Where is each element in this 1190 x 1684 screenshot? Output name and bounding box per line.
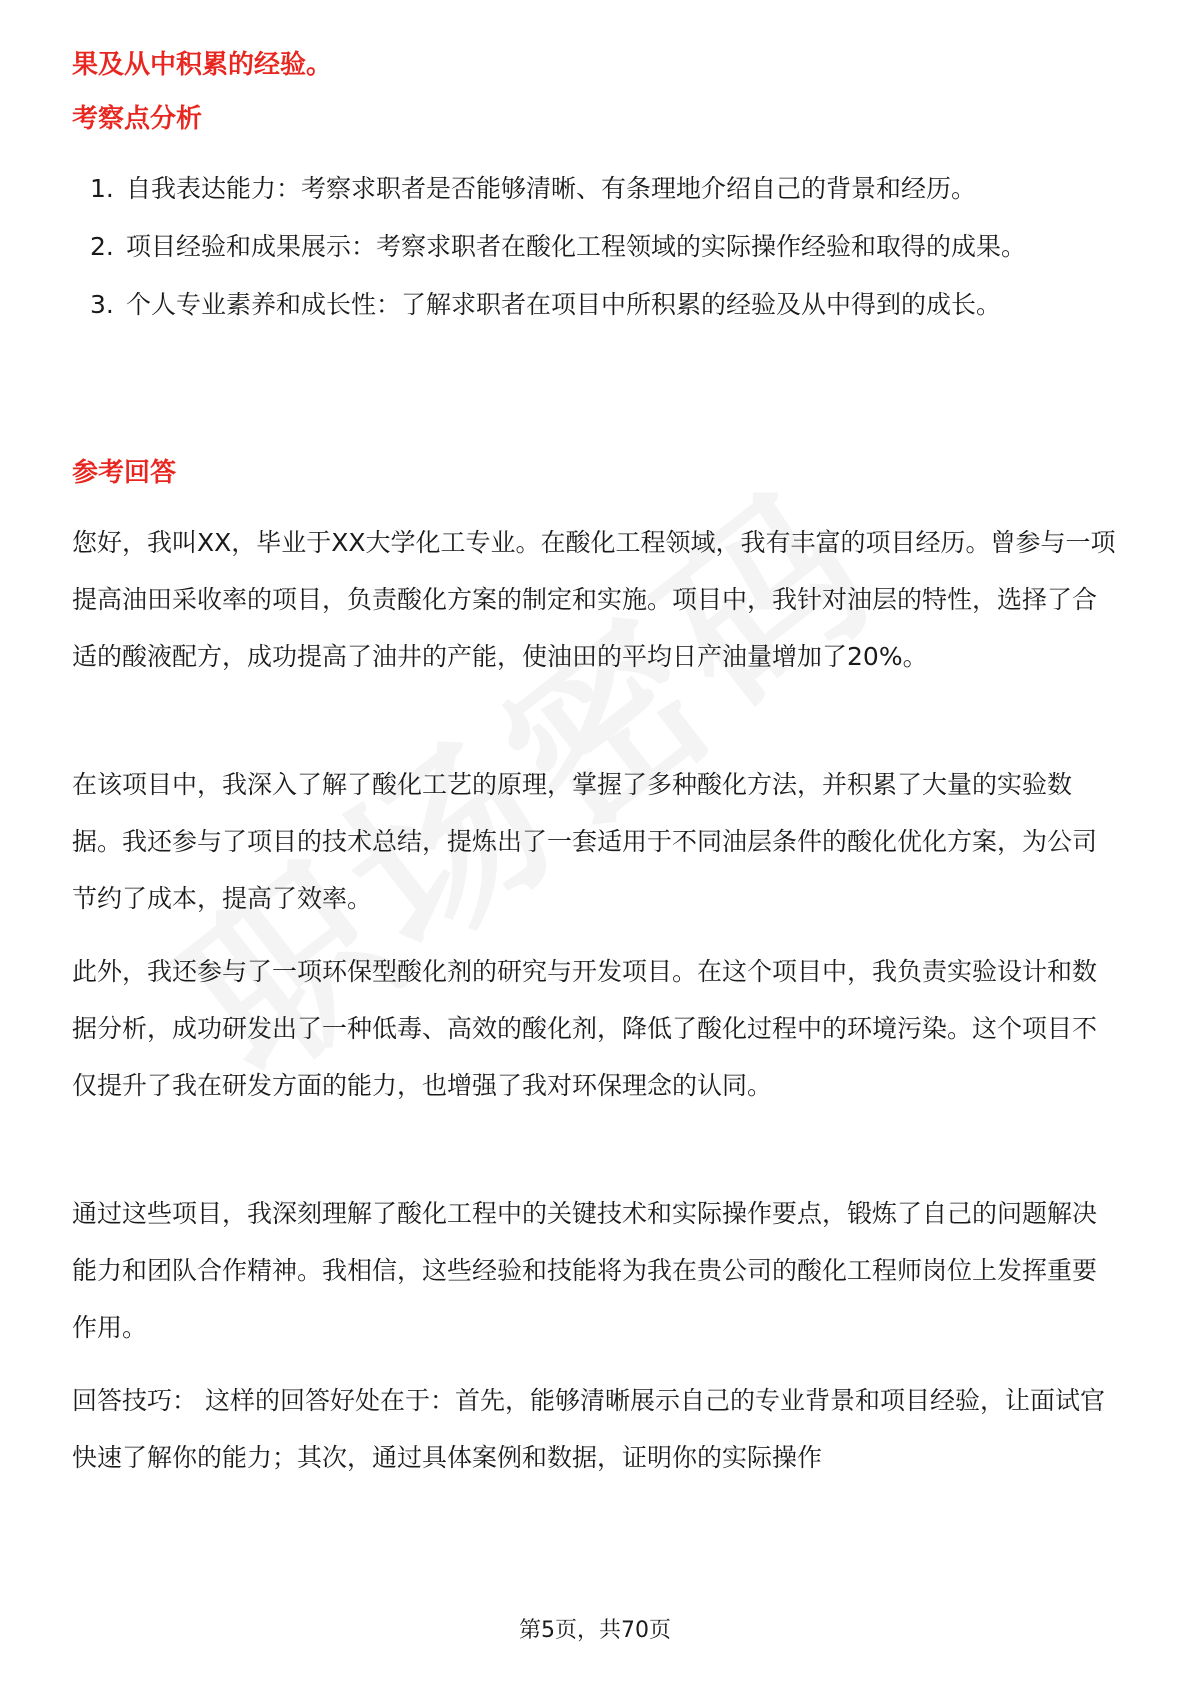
answer-paragraph-4: 通过这些项目，我深刻理解了酸化工程中的关键技术和实际操作要点，锻炼了自己的问题解决能力和团队合作精神。我相信，这些经验和技能将为我在贵公司的酸化工程师岗位上发挥重要作用。 xyxy=(72,1199,1098,1342)
list-number: 1. xyxy=(90,174,114,203)
section-title-answer: 参考回答 xyxy=(72,458,177,488)
answer-paragraph-3: 此外，我还参与了一项环保型酸化剂的研究与开发项目。在这个项目中，我负责实验设计和数据分析，成功研发出了一种低毒、高效的酸化剂，降低了酸化过程中的环境污染。这个项目不仅提升了我在研发方面的能力，也增强了我对环保理念的认同。 xyxy=(72,957,1098,1100)
answer-paragraph-2: 在该项目中，我深入了解了酸化工艺的原理，掌握了多种酸化方法，并积累了大量的实验数据。我还参与了项目的技术总结，提炼出了一套适用于不同油层条件的酸化优化方案，为公司节约了成本，提高了效率。 xyxy=(72,770,1098,913)
list-number: 2. xyxy=(90,232,114,261)
analysis-list xyxy=(72,160,1112,334)
list-text: 个人专业素养和成长性：了解求职者在项目中所积累的经验及从中得到的成长。 xyxy=(126,290,1002,319)
answer-tips-paragraph: 回答技巧： 这样的回答好处在于：首先，能够清晰展示自己的专业背景和项目经验，让面试官快速了解你的能力；其次，通过具体案例和数据，证明你的实际操作 xyxy=(72,1386,1105,1472)
list-text: 自我表达能力：考察求职者是否能够清晰、有条理地介绍自己的背景和经历。 xyxy=(126,174,977,203)
answer-paragraph-1: 您好，我叫XX，毕业于XX大学化工专业。在酸化工程领域，我有丰富的项目经历。曾参与一项提高油田采收率的项目，负责酸化方案的制定和实施。项目中，我针对油层的特性，选择了合适的酸液配方，成功提高了油井的产能，使油田的平均日产油量增加了20%。 xyxy=(72,528,1116,671)
list-number: 3. xyxy=(90,290,114,319)
section-title-analysis: 考察点分析 xyxy=(72,104,203,134)
page-footer: 第5页，共70页 xyxy=(519,1618,671,1643)
list-text: 项目经验和成果展示：考察求职者在酸化工程领域的实际操作经验和取得的成果。 xyxy=(126,232,1027,261)
list-item xyxy=(72,276,1112,334)
continued-line: 果及从中积累的经验。 xyxy=(72,50,333,80)
list-item xyxy=(72,160,1112,218)
list-item xyxy=(72,218,1112,276)
